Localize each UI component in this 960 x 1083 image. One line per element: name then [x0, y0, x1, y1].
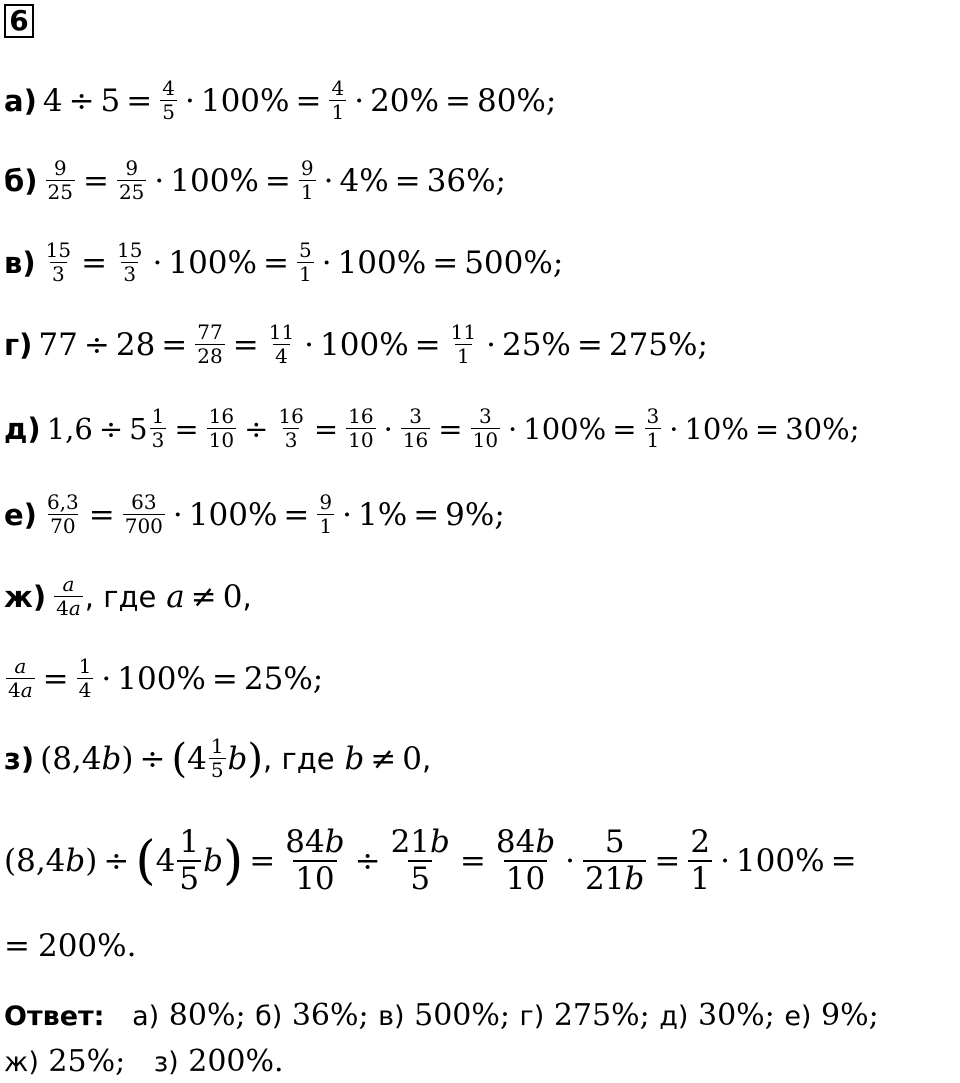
solution-b: б) $\frac{9}{25}$ = $\frac{9}{25}$ · 100% = $\frac{9}{1}$ · 4% = 36%;	[4, 156, 507, 204]
label-v: в)	[4, 245, 36, 280]
problem-number: 6	[4, 4, 34, 38]
label-b: б)	[4, 163, 38, 198]
label-zh: ж)	[4, 579, 47, 614]
solution-z-line2: (8,4b) ÷ ( 4 $\frac{1}{5}$ b ) = $\frac{84b}{10}$ ÷ $\frac{21b}{5}$ = $\frac{84b}{10}$ · $\frac{5}{21b}$ = $\frac{2}{1}$ · 100% =	[4, 824, 857, 897]
solution-zh-line2: $\frac{a}{4a}$ = $\frac{1}{4}$ · 100% = 25%;	[8, 654, 324, 702]
solution-v: в) $\frac{15}{3}$ = $\frac{15}{3}$ · 100% = $\frac{5}{1}$ · 100% = 500%;	[4, 238, 564, 286]
solution-zh: ж) $\frac{a}{4a}$ , где a ≠ 0 ,	[4, 572, 252, 620]
solution-e: е) $\frac{6,3}{70}$ = $\frac{63}{700}$ · 100% = $\frac{9}{1}$ · 1% = 9%;	[4, 490, 505, 538]
label-e: е)	[4, 497, 37, 532]
label-z: з)	[4, 741, 35, 776]
answer-heading: Ответ:	[4, 1001, 105, 1032]
solution-g: г) 77 ÷ 28 = $\frac{77}{28}$ = $\frac{11}{4}$ · 100% = $\frac{11}{1}$ · 25% = 275%;	[4, 320, 708, 368]
answer-line-1: Ответ: а) 80%; б) 36%; в) 500%; г) 275%; д) 30%; е) 9%;	[4, 998, 879, 1033]
solution-z: з) (8,4b) ÷ ( 4 $\frac{1}{5}$ b ) , где b ≠ 0 ,	[4, 734, 432, 782]
label-d: д)	[4, 411, 41, 446]
label-g: г)	[4, 327, 33, 362]
where-text-z: , где	[263, 741, 335, 776]
label-a: а)	[4, 83, 37, 118]
solution-d: д) 1,6 ÷ 5 $\frac{1}{3}$ = $\frac{16}{10}$ ÷ $\frac{16}{3}$ = $\frac{16}{10}$ · $\frac{3}{16}$ = $\frac{3}{10}$ · 100% = $\frac{3}{1}$ · 10% = 30%;	[4, 404, 860, 452]
where-text: , где	[84, 579, 157, 614]
solution-a: а) 4 ÷ 5 = $\frac{4}{5}$ · 100% = $\frac{4}{1}$ · 20% = 80%;	[4, 76, 557, 124]
solution-z-line3: = 200%.	[4, 928, 137, 964]
answer-line-2: ж) 25%; з) 200%.	[4, 1044, 284, 1079]
